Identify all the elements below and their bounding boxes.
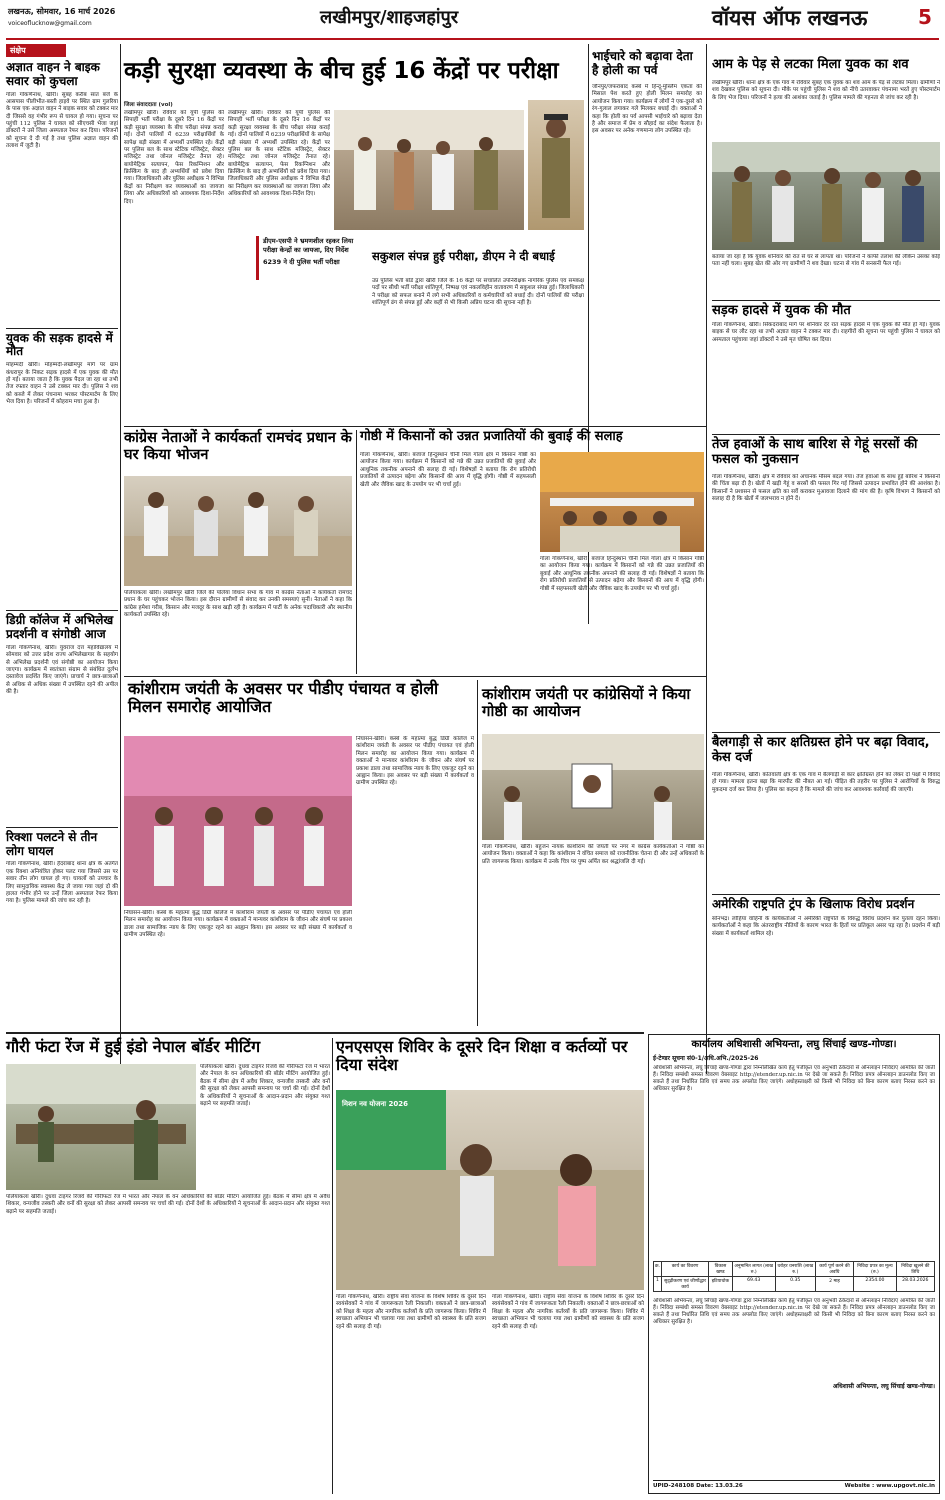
lead-caption-box xyxy=(256,236,366,280)
briefs-column xyxy=(6,44,118,1074)
tender-signature: अधिशासी अभियन्ता, लघु सिंचाई खण्ड-गोण्डा। xyxy=(832,1382,935,1390)
mid-1-headline: कांग्रेस नेताओं ने कार्यकर्ता रामचंद प्रधान के घर किया भोजन xyxy=(124,430,352,463)
mid-4-body: गोला गोकर्णनाथ, खीरी। बहुजन नायक कांशीराम की जयंती पर नगर में कांग्रेस कार्यकर्ताओं ने गोष्ठी का आयोजन किया। वक्ताओं ने कहा कि कांशीराम ने वंचित समाज को राजनीतिक चेतना दी और उन्हें अधिकारों के प्रति जागरूक किया। कार्यक्रम में उनके चित्र पर पुष्प अर्पित कर श्रद्धांजलि दी गई। xyxy=(482,844,704,865)
tender-cell: 28.03.2026 xyxy=(896,1276,934,1291)
tender-cell: 2354.00 xyxy=(854,1276,896,1291)
bottom-1-headline: गौरी फंटा रेंज में हुई इंडो नेपाल बॉर्डर मीटिंग xyxy=(6,1037,261,1056)
exam-officials-illustration xyxy=(334,110,524,230)
far-2-body: गोला गोकर्णनाथ, खीरी। सिकंदराबाद मार्ग पर शनिवार देर रात सड़क हादसे में एक युवक की मौत हो गई। युवक बाइक से घर लौट रहा था तभी अज्ञात वाहन ने टक्कर मार दी। राहगीरों की सूचना पर पहुंची पुलिस ने घायल को अस्पताल पहुंचाया जहां डॉक्टरों ने उसे मृत घोषित कर दिया। xyxy=(712,322,940,343)
far-1-headline: आम के पेड़ से लटका मिला युवक का शव xyxy=(712,57,909,72)
border-meeting-illustration xyxy=(6,1064,196,1190)
brief-4-headline: रिक्शा पलटने से तीन लोग घायल xyxy=(6,827,118,859)
far-5-body: सोनभद्र। लोहिया वाहिनी के कार्यकर्ताओं ने अमेरिकी राष्ट्रपति के विरुद्ध विरोध प्रदर्शन कर पुतला दहन किया। कार्यकर्ताओं ने कहा कि अंतरराष्ट्रीय नीतियों के कारण भारत के हितों पर प्रतिकूल असर पड़ रहा है। प्रदर्शन में बड़ी संख्या में कार्यकर्ता शामिल रहे। xyxy=(712,916,940,937)
mid-1-photo xyxy=(124,476,352,586)
page-number: 5 xyxy=(918,5,932,29)
holi-stage-illustration xyxy=(124,736,352,906)
mid-4-photo xyxy=(482,734,704,840)
tender-office: कार्यालय अधिशासी अभियन्ता, लघु सिंचाई खण्ड-गोण्डा। xyxy=(691,1039,897,1050)
bottom-2-photo xyxy=(336,1090,644,1290)
tender-header-cell: विकास खण्ड xyxy=(709,1261,733,1276)
tender-header-cell: निविदा प्रपत्र का मूल्य (रु.) xyxy=(854,1261,896,1276)
lead-caption-2: 6239 ने दी पुलिस भर्ती परीक्षा xyxy=(263,258,340,266)
tender-table xyxy=(653,1261,935,1292)
section-title: लखीमपुर/शाहजहांपुर xyxy=(320,7,459,28)
bottom-1-photo xyxy=(6,1064,196,1190)
lead-body-col2: लखीमपुर खीरी। रविवार को यूपी पुलिस की सिपाही भर्ती परीक्षा के दूसरे दिन 16 केंद्रों पर कड़ी सुरक्षा व्यवस्था के बीच परीक्षा संपन्न कराई गई। दोनों पालियों में 6239 परीक्षार्थियों के सापेक्ष बड़ी संख्या में अभ्यर्थी उपस्थित रहे। केंद्रों पर पुलिस बल के साथ स्टेटिक मजिस्ट्रेट, सेक्टर मजिस्ट्रेट तथा जोनल मजिस्ट्रेट तैनात रहे। बायोमेट्रिक सत्यापन, फेस रिकग्निशन और फ्रिस्किंग के बाद ही अभ्यर्थियों को प्रवेश दिया गया। जिलाधिकारी और पुलिस अधीक्षक ने विभिन्न केंद्रों का निरीक्षण कर व्यवस्थाओं का जायजा लिया और अधिकारियों को आवश्यक दिशा-निर्देश दिए। xyxy=(228,110,330,198)
tender-footer xyxy=(653,1480,935,1489)
holi-body: जौनपुर/जफराबाद कस्बे में हिन्दू-मुस्लिम एकता की मिसाल पेश करते हुए होली मिलन समारोह का आयोजन किया गया। कार्यक्रम में लोगों ने एक-दूसरे को रंग-गुलाल लगाकर गले मिलकर बधाई दी। वक्ताओं ने कहा कि होली का पर्व आपसी भाईचारे को बढ़ावा देता है और समाज में प्रेम व सौहार्द का संदेश फैलाता है। इस अवसर पर अनेक गणमान्य लोग उपस्थित रहे। xyxy=(592,84,702,135)
far-1-body: लखीमपुर खीरी। थाना क्षेत्र के एक गांव में रविवार सुबह एक युवक का शव आम के पेड़ से लटका मिला। ग्रामीणों ने शव देखकर पुलिस को सूचना दी। मौके पर पहुंची पुलिस ने शव को नीचे उतरवाकर पंचनामा भरते हुए पोस्टमार्टम के लिए भेज दिया। परिजनों ने हत्या की आशंका जताई है। पुलिस मामले की गहनता से जांच कर रही है। xyxy=(712,80,940,101)
tender-cell: सुदृढ़ीकरण एवं जीर्णोद्धार कार्य xyxy=(662,1276,709,1291)
lead-caption-1: डीएम-एसपी ने भ्रमणशील रहकर लिया परीक्षा केन्द्रों का जायजा, दिए निर्देश xyxy=(263,237,354,254)
crowd-illustration xyxy=(712,142,940,250)
far-4-headline: बैलगाड़ी से कार क्षतिग्रस्त होने पर बढ़ा विवाद, केस दर्ज xyxy=(712,735,930,765)
tender-cell: 1 xyxy=(654,1276,662,1291)
tender-cell: 2 माह xyxy=(815,1276,853,1291)
far-5-headline: अमेरिकी राष्ट्रपति ट्रंप के खिलाफ विरोध प्रदर्शन xyxy=(712,897,915,911)
brief-2-body: मोहम्मदी खीरी। मोहम्मदी-लखीमपुर मार्ग पर ग्राम कंधरापुर के निकट सड़क हादसे में एक युवक की मौत हो गई। बताया जाता है कि युवक पैदल जा रहा था तभी तेज रफ्तार वाहन ने उसे टक्कर मार दी। पुलिस ने शव को कब्जे में लेकर पंचनामा भरकर पोस्टमार्टम के लिए भेज दिया है। परिजनों में कोहराम मचा हुआ है। xyxy=(6,362,118,406)
lead-sub-body: उप्र पुलिस भर्ती बोर्ड द्वारा खीरी जिले के 16 केंद्रों पर संचालित उपनिरीक्षक नागरिक पुलिस एवं समकक्ष पदों पर सीधी भर्ती परीक्षा शांतिपूर्ण, निष्पक्ष एवं नकलविहीन वातावरण में सकुशल संपन्न हुई। जिलाधिकारी ने परीक्षा को सफल बनाने में लगे सभी अधिकारियों व कर्मचारियों को बधाई दी। दोनों पालियों की परीक्षा शांतिपूर्ण ढंग से संपन्न हुई और कहीं से भी किसी अप्रिय घटना की सूचना नहीं है। xyxy=(372,278,584,307)
nss-banner: मिशन नव योजना 2026 xyxy=(342,1100,408,1108)
tender-table-row xyxy=(654,1276,935,1291)
brief-2-headline: युवक की सड़क हादसे में मौत xyxy=(6,328,118,360)
lead-headline: कड़ी सुरक्षा व्यवस्था के बीच हुई 16 केंद्रों पर परीक्षा xyxy=(124,58,559,84)
tender-notice-number: ई-टेण्डर सूचना सं0-1/अधि.अभि./2025-26 xyxy=(653,1054,759,1062)
tribute-meeting-illustration xyxy=(482,734,704,840)
tender-header-cell: कार्य पूर्ण करने की अवधि xyxy=(815,1261,853,1276)
lead-subheadline: सकुशल संपन्न हुई परीक्षा, डीएम ने दी बधाई xyxy=(372,249,555,263)
tender-table-header xyxy=(654,1261,935,1276)
mid-1-body: पलियाकलां खीरी। लखीमपुर खीरी जिले की पलिया विधान सभा के गांव में कांग्रेस नेताओं ने कार्यकर्ता रामचंद प्रधान के घर पहुंचकर भोजन किया। इस दौरान ग्रामीणों से संवाद कर उनकी समस्याएं सुनीं। नेताओं ने कहा कि कांग्रेस हमेशा गरीब, किसान और मजदूर के साथ खड़ी रही है। कार्यक्रम में पार्टी के अनेक पदाधिकारी और स्थानीय कार्यकर्ता उपस्थित रहे। xyxy=(124,590,352,619)
mid-3-body: निघासन-खीरी। कस्बे के महात्मा बुद्ध डिग्री कॉलेज में कांशीराम जयंती के अवसर पर पीडीए पंचायत एवं होली मिलन समारोह का आयोजन किया गया। कार्यक्रम में वक्ताओं ने मान्यवर कांशीराम के जीवन और संघर्ष पर प्रकाश डाला तथा सामाजिक न्याय के लिए एकजुट रहने का आह्वान किया। इस अवसर पर बड़ी संख्या में कार्यकर्ता व ग्रामीण उपस्थित रहे। xyxy=(356,736,474,787)
lead-body: लखीमपुर खीरी। रविवार को यूपी पुलिस की सिपाही भर्ती परीक्षा के दूसरे दिन 16 केंद्रों पर कड़ी सुरक्षा व्यवस्था के बीच परीक्षा संपन्न कराई गई। दोनों पालियों में 6239 परीक्षार्थियों के सापेक्ष बड़ी संख्या में अभ्यर्थी उपस्थित रहे। केंद्रों पर पुलिस बल के साथ स्टेटिक मजिस्ट्रेट, सेक्टर मजिस्ट्रेट तथा जोनल मजिस्ट्रेट तैनात रहे। बायोमेट्रिक सत्यापन, फेस रिकग्निशन और फ्रिस्किंग के बाद ही अभ्यर्थियों को प्रवेश दिया गया। जिलाधिकारी और पुलिस अधीक्षक ने विभिन्न केंद्रों का निरीक्षण कर व्यवस्थाओं का जायजा लिया और अधिकारियों को आवश्यक दिशा-निर्देश दिए। xyxy=(124,110,224,205)
brand-logo: वॉयस ऑफ लखनऊ xyxy=(712,6,868,30)
lead-photo-2 xyxy=(528,100,584,230)
tender-notice xyxy=(648,1034,940,1494)
bottom-2-headline: एनएसएस शिविर के दूसरे दिन शिक्षा व कर्तव्यों पर दिया संदेश xyxy=(336,1037,628,1075)
mid-2-body-2: गोला गोकर्णनाथ, खीरी। बजाज हिन्दुस्थान चीनी मिल गोला क्षेत्र में किसान गोष्ठी का आयोजन किया गया। कार्यक्रम में किसानों को गन्ने की उन्नत प्रजातियों की बुवाई और आधुनिक तकनीक अपनाने की सलाह दी गई। विशेषज्ञों ने बताया कि रोग प्रतिरोधी प्रजातियों से उत्पादन बढ़ेगा और किसानों की आय में वृद्धि होगी। गोष्ठी में सहफसली खेती और जैविक खाद के उपयोग पर भी चर्चा हुई। xyxy=(540,556,704,592)
brief-4-body: गोला गोकर्णनाथ, खीरी। हैदराबाद थाना क्षेत्र के अंतर्गत एक रिक्शा अनियंत्रित होकर पलट गया जिससे उस पर सवार तीन लोग घायल हो गए। घायलों को उपचार के लिए सामुदायिक स्वास्थ्य केंद्र ले जाया गया जहां दो की हालत गंभीर होने पर उन्हें जिला अस्पताल रेफर किया गया है। पुलिस मामले की जांच कर रही है। xyxy=(6,861,118,905)
far-3-headline: तेज हवाओं के साथ बारिश से गेहूं सरसों की फसल को नुकसान xyxy=(712,437,918,467)
mid-2-headline: गोष्ठी में किसानों को उन्नत प्रजातियों की बुवाई की सलाह xyxy=(360,429,623,444)
meal-gathering-illustration xyxy=(124,476,352,586)
farmers-meeting-illustration xyxy=(540,452,704,552)
tender-body: अधिशासी अभियन्ता, लघु सिंचाई खण्ड-गोण्डा द्वारा निम्नलिखित कार्य हेतु पंजीकृत एवं अनुभवी ठेकेदारों से ऑनलाइन निविदाएं आमंत्रित की जाती हैं। निविदा सम्बंधी समस्त विवरण वेबसाइट http://etender.up.nic.in पर देखे जा सकते हैं। निविदा प्रपत्र ऑनलाइन डाउनलोड किए जा सकते हैं तथा निर्धारित तिथि एवं समय तक अपलोड किए जाएंगे। अधोहस्ताक्षरी को किसी भी निविदा को बिना कारण बताए निरस्त करने का अधिकार सुरक्षित है। xyxy=(653,1064,935,1092)
tender-body-2: अधिशासी अभियन्ता, लघु सिंचाई खण्ड-गोण्डा द्वारा निम्नलिखित कार्य हेतु पंजीकृत एवं अनुभवी ठेकेदारों से ऑनलाइन निविदाएं आमंत्रित की जाती हैं। निविदा सम्बंधी समस्त विवरण वेबसाइट http://etender.up.nic.in पर देखे जा सकते हैं। निविदा प्रपत्र ऑनलाइन डाउनलोड किए जा सकते हैं तथा निर्धारित तिथि एवं समय तक अपलोड किए जाएंगे। अधोहस्ताक्षरी को किसी भी निविदा को बिना कारण बताए निरस्त करने का अधिकार सुरक्षित है। xyxy=(653,1297,935,1325)
brief-1-headline: अज्ञात वाहन ने बाइक सवार को कुचला xyxy=(6,60,100,88)
masthead xyxy=(0,0,945,40)
mid-3-photo xyxy=(124,736,352,906)
briefs-tag: संक्षेप xyxy=(6,44,66,57)
police-officer-illustration xyxy=(528,100,584,230)
mid-4-headline: कांशीराम जयंती पर कांग्रेसियों ने किया गोष्ठी का आयोजन xyxy=(482,685,691,721)
email: voiceoflucknow@gmail.com xyxy=(8,20,92,27)
brief-3-headline: डिग्री कॉलेज में अभिलेख प्रदर्शनी व संगोष्ठी आज xyxy=(6,610,118,642)
brief-1-body: गोला गोकर्णनाथ, खीरी। सुबह करीब सात बजे के आसपास पीलीभीत-बस्ती हाइवे पर स्थित ग्राम गुलरिया के पास एक अज्ञात वाहन ने बाइक सवार को टक्कर मार दी जिससे वह गंभीर रूप से घायल हो गया। सूचना पर पहुंची 112 पुलिस ने घायल को सीएचसी भेजा जहां डॉक्टरों ने उसे जिला अस्पताल रेफर कर दिया। परिजनों को सूचना दे दी गई है तथा पुलिस अज्ञात वाहन की तलाश में जुटी है। xyxy=(6,91,118,150)
mid-3-headline: कांशीराम जयंती के अवसर पर पीडीए पंचायत व होली मिलन समारोह आयोजित xyxy=(128,679,439,717)
tender-cell: 69.43 xyxy=(732,1276,775,1291)
dateline: लखनऊ, सोमवार, 16 मार्च 2026 xyxy=(8,7,116,16)
mid-2-body: गोला गोकर्णनाथ, खीरी। बजाज हिन्दुस्थान चीनी मिल गोला क्षेत्र में किसान गोष्ठी का आयोजन किया गया। कार्यक्रम में किसानों को गन्ने की उन्नत प्रजातियों की बुवाई और आधुनिक तकनीक अपनाने की सलाह दी गई। विशेषज्ञों ने बताया कि रोग प्रतिरोधी प्रजातियों से उत्पादन बढ़ेगा और किसानों की आय में वृद्धि होगी। गोष्ठी में सहफसली खेती और जैविक खाद के उपयोग पर भी चर्चा हुई। xyxy=(360,452,536,488)
tender-header-cell: क्र. xyxy=(654,1261,662,1276)
tender-header-cell: धरोहर धनराशि (लाख रु.) xyxy=(775,1261,815,1276)
far-4-body: गोला गोकर्णनाथ, खीरी। कोतवाली क्षेत्र के एक गांव में बैलगाड़ी से कार क्षतिग्रस्त होने को लेकर दो पक्षों में विवाद हो गया। मामला इतना बढ़ा कि मारपीट की नौबत आ गई। पीड़ित की तहरीर पर पुलिस ने आरोपियों के विरुद्ध मुकदमा दर्ज कर लिया है। पुलिस का कहना है कि मामले की जांच कर आवश्यक कार्रवाई की जाएगी। xyxy=(712,772,940,793)
tender-header-cell: कार्य का विवरण xyxy=(662,1261,709,1276)
tender-website: Website : www.upgovt.nic.in xyxy=(844,1483,935,1489)
holi-headline: भाईचारे को बढ़ावा देता है होली का पर्व xyxy=(592,49,693,77)
bottom-1-body-2: पलियाकलां खीरी। दुधवा टाइगर रिजर्व की गौरीफंटा रेंज में भारत और नेपाल के वन अधिकारियों की बॉर्डर मीटिंग आयोजित हुई। बैठक में सीमा क्षेत्र में अवैध शिकार, वन्यजीव तस्करी और वनों की सुरक्षा को लेकर आपसी समन्वय पर चर्चा की गई। दोनों देशों के अधिकारियों ने सूचनाओं के आदान-प्रदान और संयुक्त गश्त बढ़ाने पर सहमति जताई। xyxy=(6,1194,330,1215)
far-1-body-2: बताया जा रहा है कि युवक शनिवार की रात से घर से लापता था। परिजनों ने काफी तलाश की लेकिन उसका कोई पता नहीं चला। सुबह खेत की ओर गए ग्रामीणों ने शव देखा। घटना से गांव में सनसनी फैल गई। xyxy=(712,254,940,268)
bottom-1-body: पलियाकलां खीरी। दुधवा टाइगर रिजर्व की गौरीफंटा रेंज में भारत और नेपाल के वन अधिकारियों की बॉर्डर मीटिंग आयोजित हुई। बैठक में सीमा क्षेत्र में अवैध शिकार, वन्यजीव तस्करी और वनों की सुरक्षा को लेकर आपसी समन्वय पर चर्चा की गई। दोनों देशों के अधिकारियों ने सूचनाओं के आदान-प्रदान और संयुक्त गश्त बढ़ाने पर सहमति जताई। xyxy=(200,1064,330,1107)
far-3-body: गोला गोकर्णनाथ, खीरी। क्षेत्र में रविवार को अचानक मौसम बदल गया। तेज हवाओं के साथ हुई बारिश ने किसानों की चिंता बढ़ा दी है। खेतों में खड़ी गेहूं व सरसों की फसल गिर गई जिससे उत्पादन प्रभावित होने की आशंका है। किसानों ने प्रशासन से फसल क्षति का सर्वे कराकर मुआवजा दिलाने की मांग की है। कृषि विभाग ने किसानों को सलाह दी है कि खेतों में जलभराव न होने दें। xyxy=(712,474,940,503)
far-2-headline: सड़क हादसे में युवक की मौत xyxy=(712,303,851,318)
mid-3-body-2: निघासन-खीरी। कस्बे के महात्मा बुद्ध डिग्री कॉलेज में कांशीराम जयंती के अवसर पर पीडीए पंचायत एवं होली मिलन समारोह का आयोजन किया गया। कार्यक्रम में वक्ताओं ने मान्यवर कांशीराम के जीवन और संघर्ष पर प्रकाश डाला तथा सामाजिक न्याय के लिए एकजुट रहने का आह्वान किया। इस अवसर पर बड़ी संख्या में कार्यकर्ता व ग्रामीण उपस्थित रहे। xyxy=(124,910,352,939)
tender-upid: UPID-248108 Date: 13.03.26 xyxy=(653,1483,743,1489)
bottom-2-body-2: गोला गोकर्णनाथ, खीरी। राष्ट्रीय सेवा योजना के विशेष शिविर के दूसरे दिन स्वयंसेवकों ने गांव में जागरूकता रैली निकाली। वक्ताओं ने छात्र-छात्राओं को शिक्षा के महत्व और नागरिक कर्तव्यों के प्रति जागरूक किया। शिविर में स्वच्छता अभियान भी चलाया गया तथा ग्रामीणों को स्वास्थ्य के प्रति सजग रहने की सलाह दी गई। xyxy=(492,1294,644,1330)
tender-header-cell: निविदा खुलने की तिथि xyxy=(896,1261,934,1276)
brief-3-body: गोला गोकर्णनाथ, खीरी। युवराज दत्त महाविद्यालय में सोमवार को उत्तर प्रदेश राज्य अभिलेखागार के सहयोग से अभिलेख प्रदर्शनी एवं संगोष्ठी का आयोजन किया जाएगा। कार्यक्रम में स्वतंत्रता संग्राम से संबंधित दुर्लभ दस्तावेज प्रदर्शित किए जाएंगे। प्राचार्य ने छात्र-छात्राओं से अधिक से अधिक संख्या में उपस्थित रहने की अपील की है। xyxy=(6,644,118,696)
tender-cell: इटियाथोक xyxy=(709,1276,733,1291)
nss-camp-illustration xyxy=(336,1090,644,1290)
tender-header-cell: अनुमानित लागत (लाख रु.) xyxy=(732,1261,775,1276)
lead-byline: जिला संवाददाता (vol) xyxy=(124,102,173,108)
far-1-photo xyxy=(712,142,940,250)
mid-2-photo xyxy=(540,452,704,552)
lead-photo-1 xyxy=(334,110,524,230)
bottom-2-body: गोला गोकर्णनाथ, खीरी। राष्ट्रीय सेवा योजना के विशेष शिविर के दूसरे दिन स्वयंसेवकों ने गांव में जागरूकता रैली निकाली। वक्ताओं ने छात्र-छात्राओं को शिक्षा के महत्व और नागरिक कर्तव्यों के प्रति जागरूक किया। शिविर में स्वच्छता अभियान भी चलाया गया तथा ग्रामीणों को स्वास्थ्य के प्रति सजग रहने की सलाह दी गई। xyxy=(336,1294,486,1330)
tender-cell: 0.35 xyxy=(775,1276,815,1291)
